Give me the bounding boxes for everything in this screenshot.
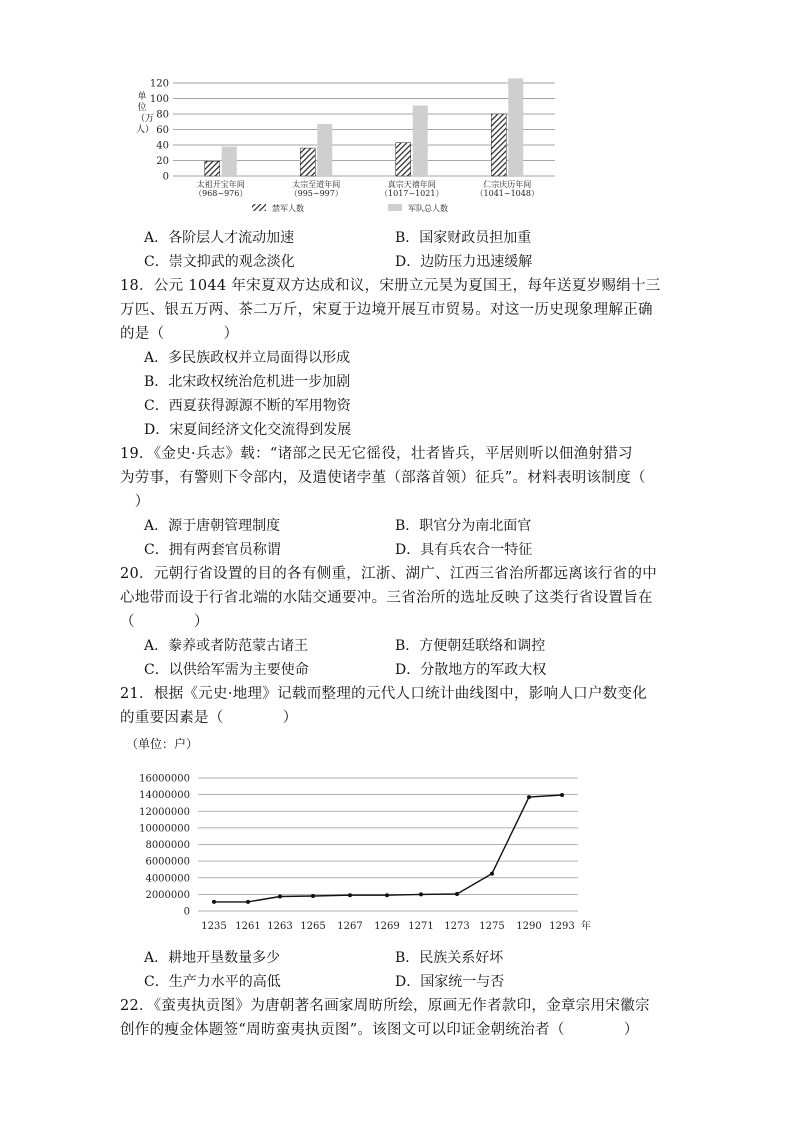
q21-option-c[interactable]: C．生产力水平的高低 <box>144 974 281 990</box>
bar-total <box>317 124 332 176</box>
q18-stem-line1: 18．公元 1044 年宋夏双方达成和议，宋册立元昊为夏国王，每年送夏岁赐绢十三 <box>120 278 661 294</box>
line-xtick-label: 1271 <box>408 921 434 932</box>
bar-chart <box>0 0 793 220</box>
q22-stem-line1: 22．《蛮夷执贡图》为唐朝著名画家周昉所绘，原画无作者款印，金章宗用宋徽宗 <box>120 998 650 1014</box>
bar-category-label: 仁宗庆历年间 <box>483 180 532 189</box>
line-xtick-label: 1269 <box>374 921 400 932</box>
line-xtick-label: 1267 <box>337 921 363 932</box>
bar-category-range: （995~997） <box>289 189 343 198</box>
line-point <box>419 892 423 896</box>
q20-option-a[interactable]: A．豢养或者防范蒙古诸王 <box>144 638 309 654</box>
bar-ytick-label: 20 <box>156 156 169 167</box>
q18-option-a[interactable]: A．多民族政权并立局面得以形成 <box>144 350 351 366</box>
line-point <box>527 795 531 799</box>
line-ytick-label: 6000000 <box>145 856 190 868</box>
q21-option-d[interactable]: D．国家统一与否 <box>395 974 505 990</box>
line-point <box>490 872 494 876</box>
bar-category-range: （968~976） <box>194 189 248 198</box>
bar-ytick-label: 60 <box>156 125 169 136</box>
bar-category-label: 太宗至道年间 <box>292 180 341 189</box>
bar-jinjun <box>300 148 315 176</box>
q20-stem-line1: 20．元朝行省设置的目的各有侧重，江浙、湖广、江西三省治所都远离该行省的中 <box>120 566 658 582</box>
bar-category-range: （1041~1048） <box>475 189 539 198</box>
q18-option-b[interactable]: B．北宋政权统治危机进一步加剧 <box>144 374 351 390</box>
q20-stem-line3: （ ） <box>120 614 209 630</box>
bar-chart-ylabel: 单位（万人） <box>136 92 155 135</box>
q20-option-d[interactable]: D．分散地方的军政大权 <box>395 662 547 678</box>
q19-stem-line3: ） <box>120 494 150 510</box>
q18-stem-line3: 的是（ ） <box>120 326 239 342</box>
q18-stem-line2: 万匹、银五万两、茶二万斤，宋夏于边境开展互市贸易。对这一历史现象理解正确 <box>120 302 653 318</box>
q20-option-c[interactable]: C．以供给军需为主要使命 <box>144 662 309 678</box>
q17-option-b[interactable]: B．国家财政员担加重 <box>395 230 532 246</box>
q19-option-c[interactable]: C．拥有两套官员称谓 <box>144 542 281 558</box>
bar-ytick-label: 80 <box>156 109 169 121</box>
line-x-suffix: 年 <box>581 921 591 932</box>
line-ytick-label: 16000000 <box>139 773 190 785</box>
bar-category-label: 太祖开宝年间 <box>196 180 245 189</box>
bar-total <box>508 78 523 176</box>
line-point <box>560 793 564 797</box>
line-xtick-label: 1290 <box>516 921 542 932</box>
q18-option-c[interactable]: C．西夏获得源源不断的军用物资 <box>144 398 351 414</box>
q19-stem-line2: 为劳事，有警则下令部内，及遣使诸孛堇（部落首领）征兵”。材料表明该制度（ <box>120 470 646 486</box>
line-xtick-label: 1293 <box>549 921 575 932</box>
line-point <box>212 900 216 904</box>
legend-label: 军队总人数 <box>408 204 448 213</box>
line-chart <box>0 760 793 940</box>
line-point <box>246 900 250 904</box>
q18-option-d[interactable]: D．宋夏间经济文化交流得到发展 <box>144 422 352 438</box>
bar-ytick-label: 0 <box>162 171 169 183</box>
q17-option-a[interactable]: A．各阶层人才流动加速 <box>144 230 295 246</box>
line-xtick-label: 1235 <box>201 921 227 932</box>
bar-total <box>413 105 428 176</box>
q19-option-b[interactable]: B．职官分为南北面官 <box>395 518 532 534</box>
bar-category-range: （1017~1021） <box>380 189 444 198</box>
q20-stem-line2: 心地带而设于行省北端的水陆交通要冲。三省治所的选址反映了这类行省设置旨在 <box>120 590 653 606</box>
q19-option-d[interactable]: D．具有兵农合一特征 <box>395 542 533 558</box>
line-xtick-label: 1265 <box>300 921 326 932</box>
line-point <box>385 893 389 897</box>
line-point <box>278 894 282 898</box>
bar-jinjun <box>205 161 220 176</box>
line-ytick-label: 14000000 <box>139 790 190 802</box>
line-ytick-label: 2000000 <box>145 889 190 901</box>
line-ytick-label: 10000000 <box>139 823 190 835</box>
line-xtick-label: 1263 <box>267 921 293 932</box>
legend-swatch <box>388 204 402 211</box>
q21-option-b[interactable]: B．民族关系好坏 <box>395 950 504 966</box>
line-point <box>455 892 459 896</box>
line-xtick-label: 1275 <box>479 921 505 932</box>
q21-stem-line2: 的重要因素是（ ） <box>120 710 298 726</box>
bar-jinjun <box>396 143 411 176</box>
q22-stem-line2: 创作的瘦金体题签“周昉蛮夷执贡图”。该图文可以印证金朝统治者（ ） <box>120 1022 639 1038</box>
line-ytick-label: 8000000 <box>145 840 190 851</box>
q20-option-b[interactable]: B．方便朝廷联络和调控 <box>395 638 546 654</box>
line-chart-unit-label: （单位：户） <box>126 737 199 751</box>
bar-jinjun <box>491 114 506 176</box>
line-point <box>311 894 315 898</box>
q21-option-a[interactable]: A．耕地开垦数量多少 <box>144 950 281 966</box>
legend-label: 禁军人数 <box>272 204 304 213</box>
legend-swatch <box>252 204 266 211</box>
q21-stem-line1: 21．根据《元史·地理》记载而整理的元代人口统计曲线图中，影响人口户数变化 <box>120 686 648 702</box>
bar-category-label: 真宗天禧年间 <box>387 180 436 189</box>
line-ytick-label: 4000000 <box>145 873 190 885</box>
q17-option-c[interactable]: C．崇文抑武的观念淡化 <box>144 254 295 270</box>
q17-option-d[interactable]: D．边防压力迅速缓解 <box>395 254 533 270</box>
line-xtick-label: 1261 <box>235 921 261 932</box>
line-xtick-label: 1273 <box>444 921 470 932</box>
bar-ytick-label: 120 <box>149 78 169 90</box>
line-ytick-label: 0 <box>183 906 190 918</box>
q19-stem-line1: 19．《金史·兵志》载：“诸部之民无它徭役，壮者皆兵，平居则听以佃渔射猎习 <box>120 446 633 462</box>
bar-ytick-label: 40 <box>156 140 169 152</box>
bar-total <box>222 147 237 176</box>
line-ytick-label: 12000000 <box>139 806 190 818</box>
line-point <box>348 893 352 897</box>
bar-ytick-label: 100 <box>149 94 169 105</box>
q19-option-a[interactable]: A．源于唐朝管理制度 <box>144 518 281 534</box>
